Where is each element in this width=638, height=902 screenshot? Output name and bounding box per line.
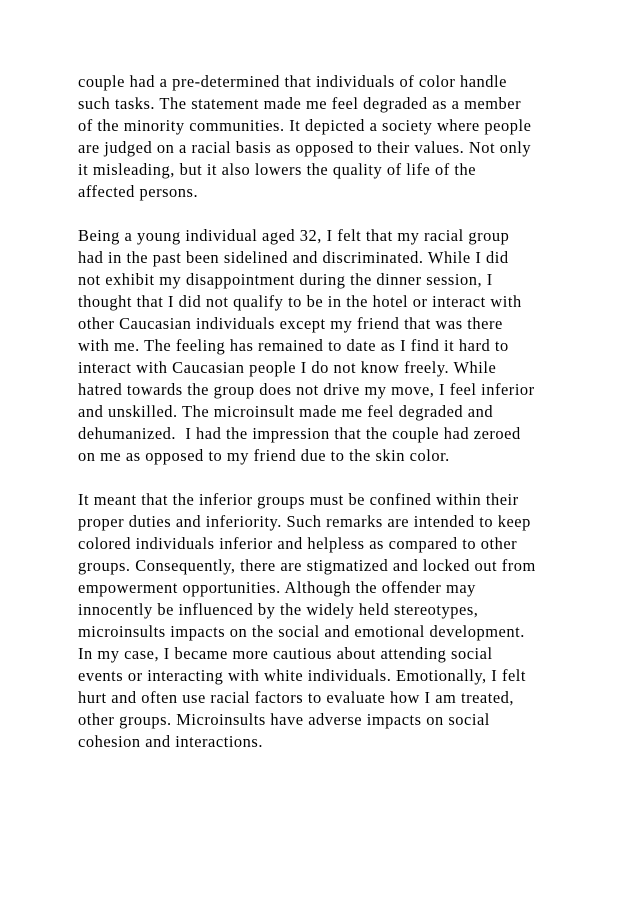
- text-line: It meant that the inferior groups must be confined within their: [78, 490, 519, 509]
- text-line: with me. The feeling has remained to date as I find it hard to: [78, 336, 509, 355]
- text-line: Being a young individual aged 32, I felt that my racial group: [78, 226, 510, 245]
- text-line: colored individuals inferior and helpless as compared to other: [78, 534, 518, 553]
- text-line: affected persons.: [78, 182, 199, 201]
- text-line: on me as opposed to my friend due to the skin color.: [78, 446, 450, 465]
- document-body: [78, 71, 618, 775]
- text-line: microinsults impacts on the social and emotional development.: [78, 622, 525, 641]
- text-line: and unskilled. The microinsult made me feel degraded and: [78, 402, 494, 421]
- paragraph-1: [78, 71, 618, 203]
- text-line: not exhibit my disappointment during the dinner session, I: [78, 270, 493, 289]
- text-line: couple had a pre-determined that individuals of color handle: [78, 72, 507, 91]
- text-line: interact with Caucasian people I do not know freely. While: [78, 358, 497, 377]
- text-line: such tasks. The statement made me feel degraded as a member: [78, 94, 522, 113]
- text-line: events or interacting with white individuals. Emotionally, I felt: [78, 666, 527, 685]
- text-line: groups. Consequently, there are stigmatized and locked out from: [78, 556, 536, 575]
- text-line: had in the past been sidelined and discriminated. While I did: [78, 248, 509, 267]
- text-line: In my case, I became more cautious about attending social: [78, 644, 493, 663]
- text-line: cohesion and interactions.: [78, 732, 263, 751]
- text-line: thought that I did not qualify to be in the hotel or interact with: [78, 292, 522, 311]
- text-line: hurt and often use racial factors to evaluate how I am treated,: [78, 688, 515, 707]
- paragraph-3: [78, 489, 618, 753]
- text-line: innocently be influenced by the widely held stereotypes,: [78, 600, 479, 619]
- text-line: proper duties and inferiority. Such remarks are intended to keep: [78, 512, 531, 531]
- text-line: it misleading, but it also lowers the quality of life of the: [78, 160, 477, 179]
- text-line: of the minority communities. It depicted a society where people: [78, 116, 532, 135]
- text-line: other Caucasian individuals except my friend that was there: [78, 314, 503, 333]
- text-line: are judged on a racial basis as opposed to their values. Not only: [78, 138, 532, 157]
- paragraph-2: [78, 225, 618, 467]
- text-line: hatred towards the group does not drive my move, I feel inferior: [78, 380, 535, 399]
- text-line: dehumanized. I had the impression that the couple had zeroed: [78, 424, 521, 443]
- text-line: empowerment opportunities. Although the offender may: [78, 578, 476, 597]
- text-line: other groups. Microinsults have adverse impacts on social: [78, 710, 490, 729]
